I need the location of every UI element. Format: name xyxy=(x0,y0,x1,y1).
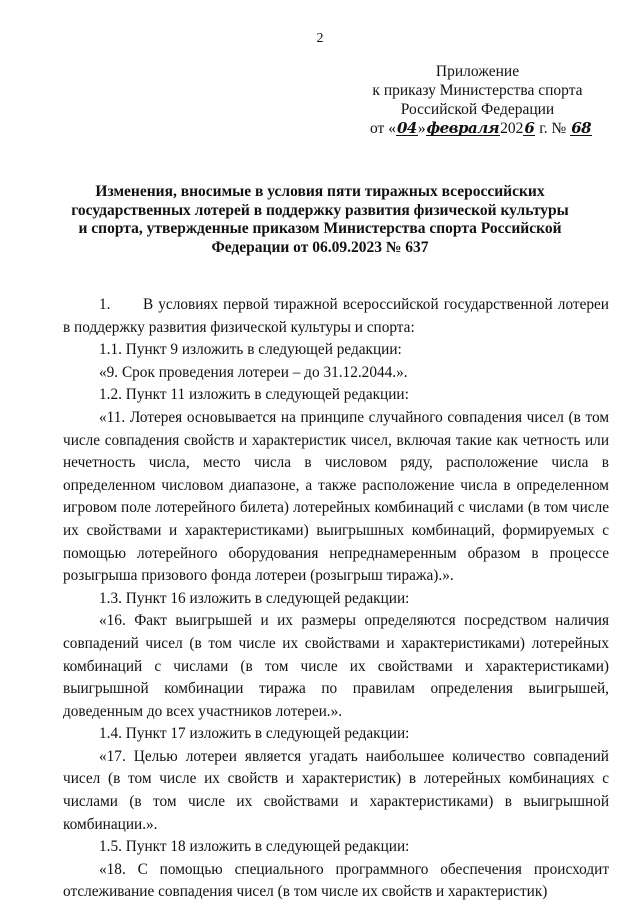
paragraph-1-1: 1.1. Пункт 9 изложить в следующей редакции: xyxy=(99,341,402,359)
paragraph-number: 1. xyxy=(99,296,111,313)
paragraph-text: В условиях первой тиражной всероссийской государственной лотереи в поддержку развития физической культуры и спорта: xyxy=(63,296,609,336)
date-suffix: г. № xyxy=(535,120,571,137)
paragraph-1-3: 1.3. Пункт 16 изложить в следующей редакции: xyxy=(99,589,410,607)
appendix-block xyxy=(370,62,592,138)
paragraph-item-17: «17. Целью лотереи является угадать наибольшее количество совпадений чисел (в том числе их свойств и характеристик) в лотерейных комбинациях с числами (в том числе их свойствами и характеристиками) в выигрышной комбинации.». xyxy=(63,747,609,833)
paragraph-1-2: 1.2. Пункт 11 изложить в следующей редакции: xyxy=(99,386,409,404)
handwritten-month: февраля xyxy=(426,119,500,137)
date-mid: » xyxy=(417,120,426,137)
paragraph-item-11: «11. Лотерея основывается на принципе случайного совпадения чисел (в том числе совпадения свойств и характеристик чисел, включая такие как четность или нечетность числа, место числа в числовом ряду, расположение числа в определенном числовом диапазоне, а также расположение числа в определенном игровом поле лотерейного билета) лотерейных комбинаций с числами (в том числе их свойствами и характеристиками) выигрышных комбинаций, формируемых с помощью лотерейного оборудования непреднамеренным образом в процессе розыгрыша призового фонда лотереи (розыгрыш тиража).». xyxy=(63,408,609,585)
handwritten-year-digit: 6 xyxy=(524,119,535,137)
paragraph-item-18: «18. С помощью специального программного обеспечения происходит отслеживание совпадения чисел (в том числе их свойств и характеристик) xyxy=(63,860,609,901)
paragraph-1 xyxy=(63,294,609,339)
handwritten-day: 04 xyxy=(396,119,417,137)
handwritten-number: 68 xyxy=(571,119,592,137)
date-prefix: от « xyxy=(370,120,396,137)
appendix-federation-line: Российской Федерации xyxy=(400,101,555,118)
appendix-date-line xyxy=(370,119,592,138)
paragraph-1-4: 1.4. Пункт 17 изложить в следующей редакции: xyxy=(99,725,410,743)
paragraph-1-5: 1.5. Пункт 18 изложить в следующей редакции: xyxy=(99,838,410,856)
paragraph-item-9: «9. Срок проведения лотереи – до 31.12.2044.». xyxy=(99,363,408,381)
paragraph-item-16: «16. Факт выигрышей и их размеры определяются посредством наличия совпадений чисел (в том числе их свойствами и характеристиками) лотерейных комбинаций с числами (в том числе их свойствами и характеристиками) выигрышной комбинации тиража по правилам определения выигрышей, доведенным до всех участников лотереи.». xyxy=(63,612,609,720)
year-prefix: 202 xyxy=(500,120,524,137)
appendix-order-line: к приказу Министерства спорта xyxy=(372,82,583,99)
document-title: Изменения, вносимые в условия пяти тиражных всероссийских государственных лотерей в поддержку развития физической культуры и спорта, утвержденные приказом Министерства спорта Российской Федерации от 06.09.2023 № 637 xyxy=(71,183,569,256)
page-number: 2 xyxy=(316,31,324,46)
appendix-label: Приложение xyxy=(435,63,520,80)
document-body xyxy=(63,294,609,904)
